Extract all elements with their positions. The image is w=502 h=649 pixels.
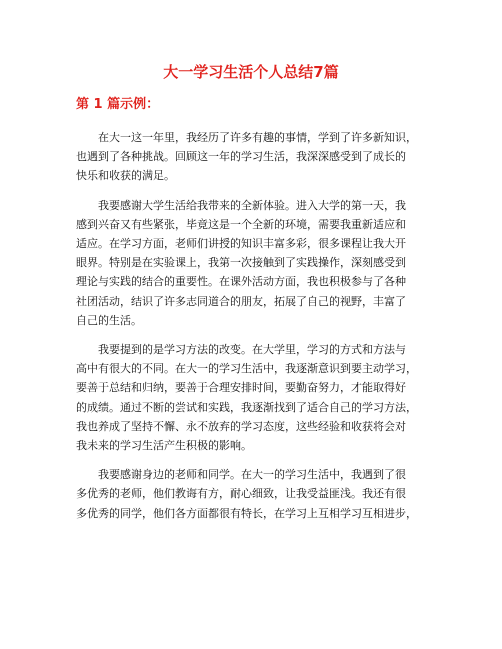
paragraph [76, 465, 436, 523]
paragraph-line: 多优秀的老师，他们教诲有方，耐心细致，让我受益匪浅。我还有很 [76, 487, 406, 501]
paragraph-line: 要善于总结和归纳，要善于合理安排时间，要勤奋努力，才能取得好 [76, 381, 406, 395]
paragraph-line: 多优秀的同学，他们各方面都很有特长，在学习上互相学习互相进步， [76, 506, 417, 520]
paragraph-line: 我要感谢身边的老师和同学。在大一的学习生活中，我遇到了很 [98, 468, 406, 482]
paragraph-line: 我要提到的是学习方法的改变。在大学里，学习的方式和方法与 [98, 343, 406, 357]
paragraph-line: 我也养成了坚持不懈、永不放弃的学习态度，这些经验和收获将会对 [76, 419, 406, 433]
paragraph-line: 也遇到了各种挑战。回顾这一年的学习生活，我深深感受到了成长的 [76, 150, 406, 164]
paragraph-line: 感到兴奋又有些紧张，毕竟这是一个全新的环境，需要我重新适应和 [76, 217, 406, 231]
section-heading: 第 1 篇示例： [76, 97, 160, 112]
paragraph-line: 我要感谢大学生活给我带来的全新体验。进入大学的第一天，我 [98, 198, 406, 212]
paragraph-line: 社团活动，结识了许多志同道合的朋友，拓展了自己的视野，丰富了 [76, 294, 406, 308]
paragraph [76, 340, 436, 455]
paragraph [76, 128, 436, 186]
paragraph-line: 我未来的学习生活产生积极的影响。 [76, 439, 252, 453]
paragraph-line: 眼界。特别是在实验课上，我第一次接触到了实践操作，深刻感受到 [76, 256, 406, 270]
paragraph-line: 在大一这一年里，我经历了许多有趣的事情，学到了许多新知识， [98, 131, 417, 144]
paragraph-line: 快乐和收获的满足。 [76, 169, 175, 183]
paragraph-line: 的成绩。通过不断的尝试和实践，我逐渐找到了适合自己的学习方法， [76, 400, 417, 414]
paragraph-line: 自己的生活。 [76, 313, 142, 327]
document-body [76, 128, 436, 533]
paragraph [76, 196, 436, 330]
paragraph-line: 适应。在学习方面，老师们讲授的知识丰富多彩，很多课程让我大开 [76, 237, 406, 251]
paragraph-line: 高中有很大的不同。在大一的学习生活中，我逐渐意识到要主动学习， [76, 362, 417, 376]
document-title: 大一学习生活个人总结7篇 [163, 63, 339, 81]
paragraph-line: 理论与实践的结合的重要性。在课外活动方面，我也积极参与了各种 [76, 275, 406, 289]
